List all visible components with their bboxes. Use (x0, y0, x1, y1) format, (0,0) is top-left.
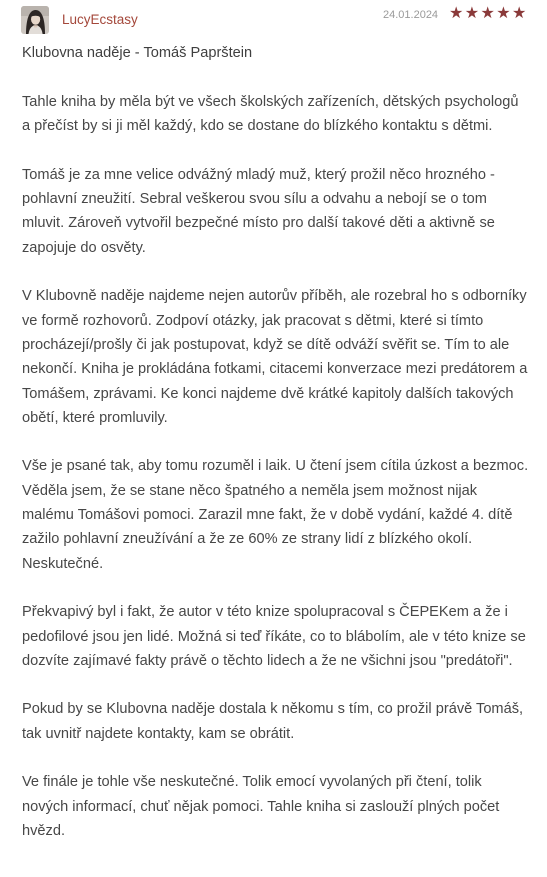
review-paragraph: Ve finále je tohle vše neskutečné. Tolik emocí vyvolaných při čtení, tolik nových informací, chuť nějak pomoci. Tahle kniha si zaslouží plných počet hvězd. (22, 774, 500, 839)
star-icon: ★ (512, 3, 528, 22)
star-icon: ★ (496, 3, 512, 22)
star-icon: ★ (464, 3, 481, 22)
review-paragraph: Tahle kniha by měla být ve všech školských zařízeních, dětských psychologů a přečíst by si ji měl každý, kdo se dostane do blízkého kontaktu s dětmi. (22, 94, 519, 135)
avatar-photo-icon (21, 6, 49, 34)
author-link[interactable]: LucyEcstasy (62, 12, 138, 27)
avatar[interactable] (21, 6, 49, 34)
star-icon: ★ (449, 3, 465, 22)
review-date: 24.01.2024 (383, 9, 439, 21)
review-body (22, 90, 530, 843)
review-paragraph: Vše je psané tak, aby tomu rozuměl i laik. U čtení jsem cítila úzkost a bezmoc. Věděla jsem, že se stane něco špatného a neměla jsem možnost nijak malému Tomášovi pomoci. Zarazil mne fakt, že v době vydání, každé 4. dítě zažilo pohlavní zneužívání a že ze 60% ze strany lidí z blízkého okolí. Neskutečné. (22, 458, 529, 572)
review-paragraph: Tomáš je za mne velice odvážný mladý muž, který prožil něco hrozného - pohlavní zneužití. Sebral veškerou svou sílu a odvahu a nebojí se o tom mluvit. Zároveň vytvořil bezpečné místo pro další takové děti a aktivně se zapojuje do osvěty. (22, 166, 495, 256)
review-paragraph: Překvapivý byl i fakt, že autor v této knize spolupracoval s ČEPEKem a že i pedofilové jsou jen lidé. Možná si teď říkáte, co to blábolím, ale v této knize se dozvíte zajímavé fakty právě o těchto lidech a že ne všichni jsou "predátoři". (22, 604, 526, 669)
star-rating (449, 3, 528, 23)
star-icon: ★ (480, 3, 497, 22)
review-title: Klubovna naděje - Tomáš Paprštein (22, 45, 253, 61)
review-paragraph: Pokud by se Klubovna naděje dostala k někomu s tím, co prožil právě Tomáš, tak uvnitř najdete kontakty, kam se obrátit. (22, 701, 524, 742)
review-paragraph: V Klubovně naděje najdeme nejen autorův příběh, ale rozebral ho s odborníky ve formě rozhovorů. Zodpoví otázky, jak pracovat s dětmi, které si tímto procházejí/prošly či jak postupovat, když se dítě odváží svěřit se. Tím to ale nekončí. Kniha je prokládána fotkami, citacemi konverzace mezi predátorem a Tomášem, zprávami. Ke konci najdeme dvě krátké kapitoly dalších takových obětí, které promluvily. (22, 288, 528, 426)
